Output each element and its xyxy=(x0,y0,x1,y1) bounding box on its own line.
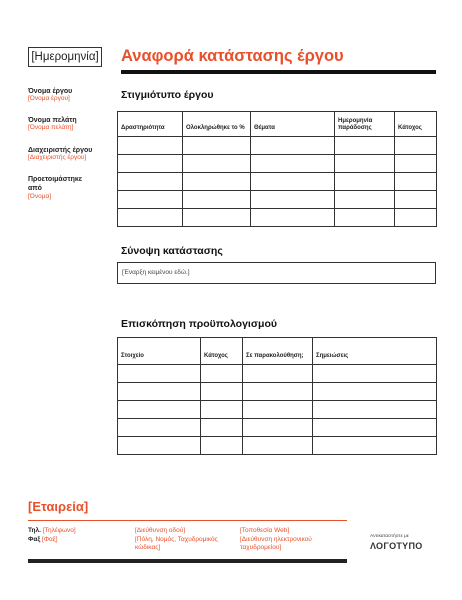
prepared-by-label: Προετοιμάστηκε από xyxy=(28,176,83,192)
phone-label: Τηλ. xyxy=(28,527,41,534)
website-field[interactable]: [Τοποθεσία Web] xyxy=(240,527,290,534)
snapshot-table xyxy=(117,111,437,227)
address-block xyxy=(135,527,235,553)
snapshot-heading: Στιγμιότυπο έργου xyxy=(121,89,214,101)
column-header: Θέματα xyxy=(251,112,335,137)
summary-text-field[interactable]: [Έναρξη κειμένου εδώ.] xyxy=(117,262,436,284)
report-title: Αναφορά κατάστασης έργου xyxy=(121,47,344,65)
project-name-field[interactable]: [Όνομα έργου] xyxy=(28,95,70,102)
email-field[interactable]: [Διεύθυνση ηλεκτρονικού ταχυδρομείου] xyxy=(240,535,312,551)
web-block xyxy=(240,527,345,553)
column-header: Στοιχείο xyxy=(118,338,201,365)
fax-field[interactable]: [Φαξ] xyxy=(42,535,58,543)
footer-bar xyxy=(28,559,347,563)
table-row[interactable] xyxy=(118,173,437,191)
title-divider xyxy=(121,70,436,74)
table-header-row xyxy=(118,112,437,137)
table-row[interactable] xyxy=(118,419,437,437)
footer-divider xyxy=(28,520,347,521)
budget-heading: Επισκόπηση προϋπολογισμού xyxy=(121,318,277,330)
column-header: Κάτοχος xyxy=(395,112,437,137)
column-header: Δραστηριότητα xyxy=(118,112,183,137)
project-manager-field[interactable]: [Διαχειριστής έργου] xyxy=(28,154,87,161)
budget-table xyxy=(117,337,437,455)
summary-heading: Σύνοψη κατάστασης xyxy=(121,245,223,257)
table-row[interactable] xyxy=(118,209,437,227)
contact-block xyxy=(28,527,128,544)
column-header: Κάτοχος xyxy=(201,338,243,365)
street-address-field[interactable]: [Διεύθυνση οδού] xyxy=(135,527,186,534)
table-row[interactable] xyxy=(118,383,437,401)
client-name-label: Όνομα πελάτη xyxy=(28,117,77,124)
project-name-label: Όνομα έργου xyxy=(28,88,73,95)
company-name-field[interactable]: [Εταιρεία] xyxy=(28,499,89,514)
table-row[interactable] xyxy=(118,365,437,383)
table-header-row xyxy=(118,338,437,365)
table-row[interactable] xyxy=(118,191,437,209)
fax-label: Φαξ xyxy=(28,535,41,543)
project-manager-label: Διαχειριστής έργου xyxy=(28,147,93,154)
phone-field[interactable]: [Τηλέφωνο] xyxy=(42,527,76,534)
prepared-by-field[interactable]: [Όνομα] xyxy=(28,193,52,200)
table-row[interactable] xyxy=(118,437,437,455)
column-header: Σε παρακολούθηση; xyxy=(243,338,313,365)
column-header: Σημειώσεις xyxy=(313,338,437,365)
logo-placeholder[interactable]: ΛΟΓΟΤΥΠΟ xyxy=(370,541,423,551)
table-row[interactable] xyxy=(118,401,437,419)
date-field[interactable]: [Ημερομηνία] xyxy=(28,47,102,67)
table-row[interactable] xyxy=(118,155,437,173)
column-header: Ολοκληρώθηκε το % xyxy=(183,112,251,137)
column-header: Ημερομηνία παράδοσης xyxy=(335,112,395,137)
city-state-zip-field[interactable]: [Πόλη, Νομός, Ταχυδρομικός κώδικας] xyxy=(135,535,218,551)
logo-caption: Αντικαταστήστε με xyxy=(370,534,409,539)
table-row[interactable] xyxy=(118,137,437,155)
client-name-field[interactable]: [Όνομα πελάτη] xyxy=(28,124,74,131)
